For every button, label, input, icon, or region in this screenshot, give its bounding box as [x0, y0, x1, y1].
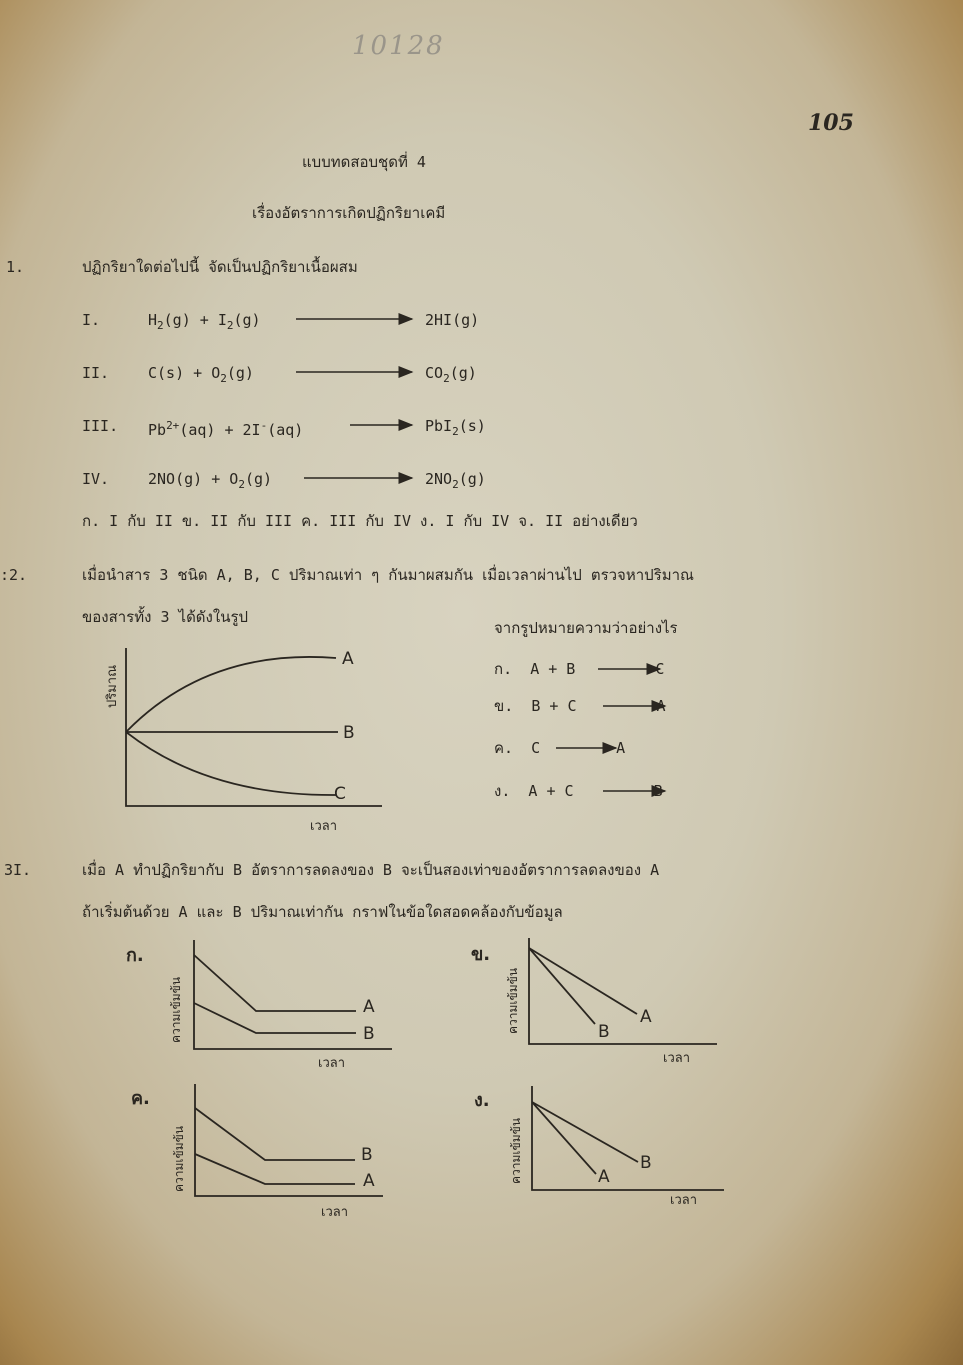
q2-line2: ของสารทั้ง 3 ได้ดังในรูป — [82, 608, 249, 626]
q2-label-a: A — [342, 649, 354, 669]
archive-stamp: 10128 — [352, 31, 445, 61]
q2-line1: เมื่อนำสาร 3 ชนิด A, B, C ปริมาณเท่า ๆ กันมาผสมกัน เมื่อเวลาผ่านไป ตรวจหาปริมาณ — [82, 566, 694, 584]
q2-xlabel: เวลา — [310, 819, 338, 834]
reaction-1-reactants: $H_2(g) + I_2(g)$ — [148, 311, 261, 332]
page-number: 105 — [808, 110, 854, 136]
q3-graph-c-ylabel: ความเข้มข้น — [172, 1125, 186, 1192]
q3-graph-d-line-upper — [532, 1102, 638, 1162]
q3-line1: เมื่อ A ทำปฏิกริยากับ B อัตราการลดลงของ B จะเป็นสองเท่าของอัตราการลดลงของ A — [82, 861, 660, 879]
q2-curve-a — [126, 657, 336, 732]
reaction-4-reactants: $2NO(g) + O_2(g)$ — [148, 470, 273, 491]
q2-label-c: C — [334, 784, 346, 804]
q3-graph-c — [125, 1080, 405, 1220]
q3-graph-d-line-lower — [532, 1102, 596, 1174]
q3-graph-c-axes — [195, 1084, 383, 1196]
reaction-1-product: 2HI(g) — [425, 311, 480, 329]
q3-graph-a-xlabel: เวลา — [318, 1056, 346, 1071]
q3-graph-a-curve-lower — [194, 1003, 356, 1033]
reaction-3-reactants: $Pb^{2+}(aq) + 2I^-(aq)$ — [148, 419, 304, 439]
q2-number: :2. — [0, 566, 28, 584]
q3-graph-a-ylabel: ความเข้มข้น — [169, 976, 183, 1043]
q2-label-b: B — [343, 723, 355, 743]
q3-graph-d-ylabel: ความเข้มข้น — [509, 1117, 523, 1184]
q3-graph-b-label-upper: A — [640, 1007, 652, 1027]
q2-option-d: ง. A + C B — [494, 782, 663, 800]
q2-ylabel: ปริมาณ — [105, 664, 120, 708]
q3-graph-c-xlabel: เวลา — [321, 1205, 349, 1220]
reaction-1-label: I. — [82, 311, 101, 329]
q3-graph-b-option: ข. — [471, 944, 491, 965]
q1-number: 1. — [6, 258, 25, 276]
set-title: แบบทดสอบชุดที่ 4 — [302, 153, 426, 171]
q3-graph-d-xlabel: เวลา — [670, 1193, 698, 1208]
q1-text: ปฏิกริยาใดต่อไปนี้ จัดเป็นปฏิกริยาเนื้อผสม — [82, 258, 358, 276]
reaction-4-product: $2NO_2(g)$ — [425, 470, 486, 491]
reaction-2-label: II. — [82, 364, 110, 382]
reaction-2-reactants: $C(s) + O_2(g)$ — [148, 364, 254, 385]
q3-graph-d — [468, 1076, 738, 1216]
q3-graph-c-curve-upper — [195, 1108, 355, 1160]
topic-title: เรื่องอัตราการเกิดปฏิกริยาเคมี — [252, 204, 446, 222]
q3-graph-c-curve-lower — [195, 1154, 355, 1184]
q3-graph-b-label-lower: B — [598, 1022, 610, 1042]
q3-graph-c-option: ค. — [131, 1088, 150, 1109]
q3-graph-b — [465, 930, 725, 1070]
q3-graph-d-axes — [532, 1086, 724, 1190]
q3-graph-a-option: ก. — [126, 945, 144, 966]
q2-option-b: ข. B + C A — [494, 697, 666, 715]
q2-graph — [88, 640, 388, 840]
q3-line2: ถ้าเริ่มต้นด้วย A และ B ปริมาณเท่ากัน กราฟในข้อใดสอดคล้องกับข้อมูล — [82, 903, 563, 921]
q3-graph-a-curve-upper — [194, 955, 356, 1011]
reaction-3-product: PbI$_2$(s) — [425, 417, 486, 438]
q3-graph-c-label-upper: B — [361, 1145, 373, 1165]
q3-graph-b-xlabel: เวลา — [663, 1051, 691, 1066]
q3-graph-a-label-lower: B — [363, 1024, 375, 1044]
q3-graph-d-label-lower: A — [598, 1167, 610, 1187]
q3-number: 3I. — [4, 861, 32, 879]
q3-graph-d-option: ง. — [474, 1090, 490, 1111]
reaction-3-label: III. — [82, 417, 119, 435]
q1-choices: ก. I กับ II ข. II กับ III ค. III กับ IV ง. I กับ IV จ. II อย่างเดียว — [82, 512, 638, 530]
q3-graph-b-line-upper — [529, 948, 637, 1014]
q3-graph-b-axes — [529, 938, 717, 1044]
q2-option-a: ก. A + B C — [494, 660, 665, 678]
q3-graph-c-label-lower: A — [363, 1171, 375, 1191]
reaction-2-product: $CO_2(g)$ — [425, 364, 477, 385]
q2-option-c: ค. C A — [494, 739, 626, 757]
reaction-4-label: IV. — [82, 470, 110, 488]
q3-graph-a-label-upper: A — [363, 997, 375, 1017]
q2-curve-c — [126, 732, 336, 795]
q3-graph-b-ylabel: ความเข้มข้น — [506, 967, 520, 1034]
q3-graph-b-line-lower — [529, 948, 595, 1024]
q3-graph-d-label-upper: B — [640, 1153, 652, 1173]
q3-graph-a — [120, 935, 400, 1075]
q2-question: จากรูปหมายความว่าอย่างไร — [494, 619, 678, 637]
